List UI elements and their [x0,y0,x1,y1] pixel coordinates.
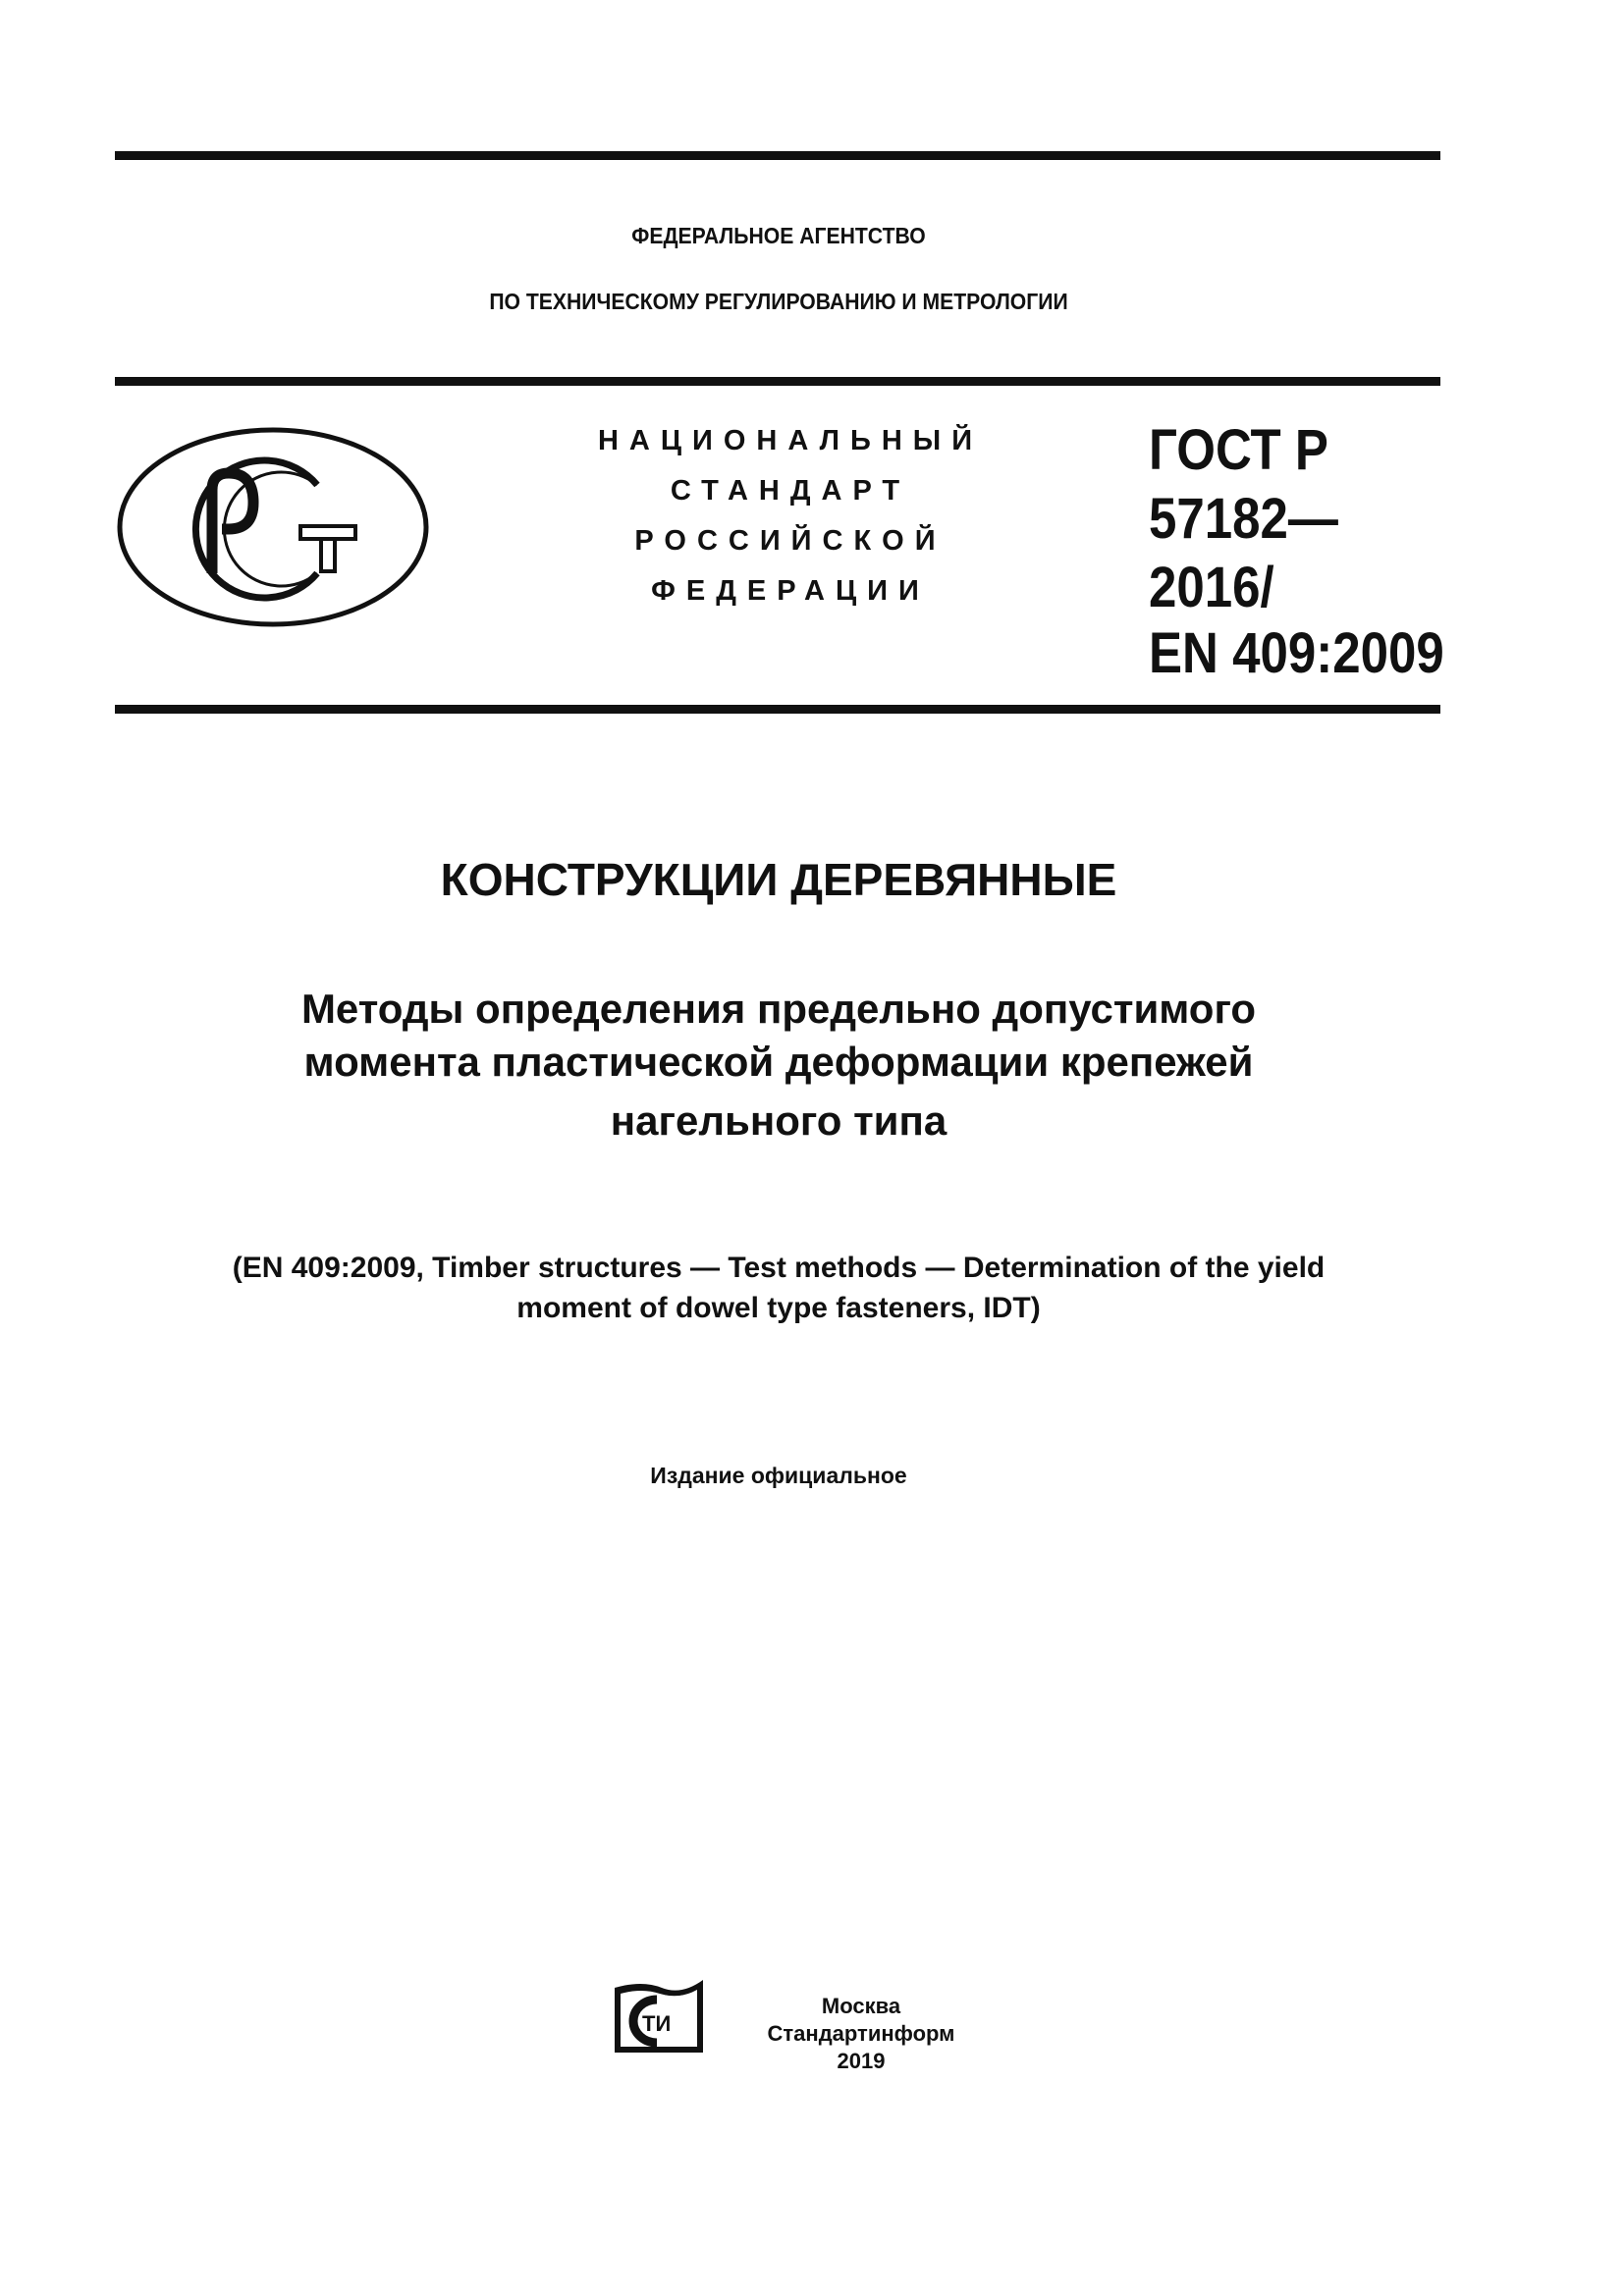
publisher-name: Стандартинформ [767,2021,955,2046]
publisher-logo [613,1978,705,2055]
publisher-year: 2019 [837,2049,886,2073]
standard-type-line-3: РОССИЙСКОЙ [634,525,947,557]
svg-text:ТИ: ТИ [642,2011,672,2036]
english-title-line-2: moment of dowel type fasteners, IDT) [516,1292,1041,1324]
designation-line-2: 57182— [1149,487,1338,551]
agency-line-1: ФЕДЕРАЛЬНОЕ АГЕНТСТВО [631,223,926,248]
rst-logo [116,426,430,628]
designation-rule [115,705,1440,714]
subtitle-line-3: нагельного типа [610,1097,947,1144]
document-title: КОНСТРУКЦИИ ДЕРЕВЯННЫЕ [440,854,1117,905]
standard-type-line-4: ФЕДЕРАЦИИ [651,575,930,607]
english-title-line-1: (EN 409:2009, Timber structures — Test methods — Determination of the yield [232,1252,1326,1284]
subtitle-line-2: момента пластической деформации крепежей [303,1039,1254,1085]
standard-type-line-2: СТАНДАРТ [670,475,911,507]
header-rule [115,377,1440,386]
publisher-city: Москва [821,1994,901,2018]
agency-line-2: ПО ТЕХНИЧЕСКОМУ РЕГУЛИРОВАНИЮ И МЕТРОЛОГИИ [489,289,1068,314]
edition-label: Издание официальное [650,1463,907,1488]
designation-line-1: ГОСТ Р [1149,418,1328,482]
subtitle-line-1: Методы определения предельно допустимого [300,986,1257,1032]
top-rule [115,151,1440,160]
designation-line-4: EN 409:2009 [1149,621,1444,685]
designation-line-3: 2016/ [1149,556,1274,619]
standard-type-line-1: НАЦИОНАЛЬНЫЙ [597,425,984,456]
